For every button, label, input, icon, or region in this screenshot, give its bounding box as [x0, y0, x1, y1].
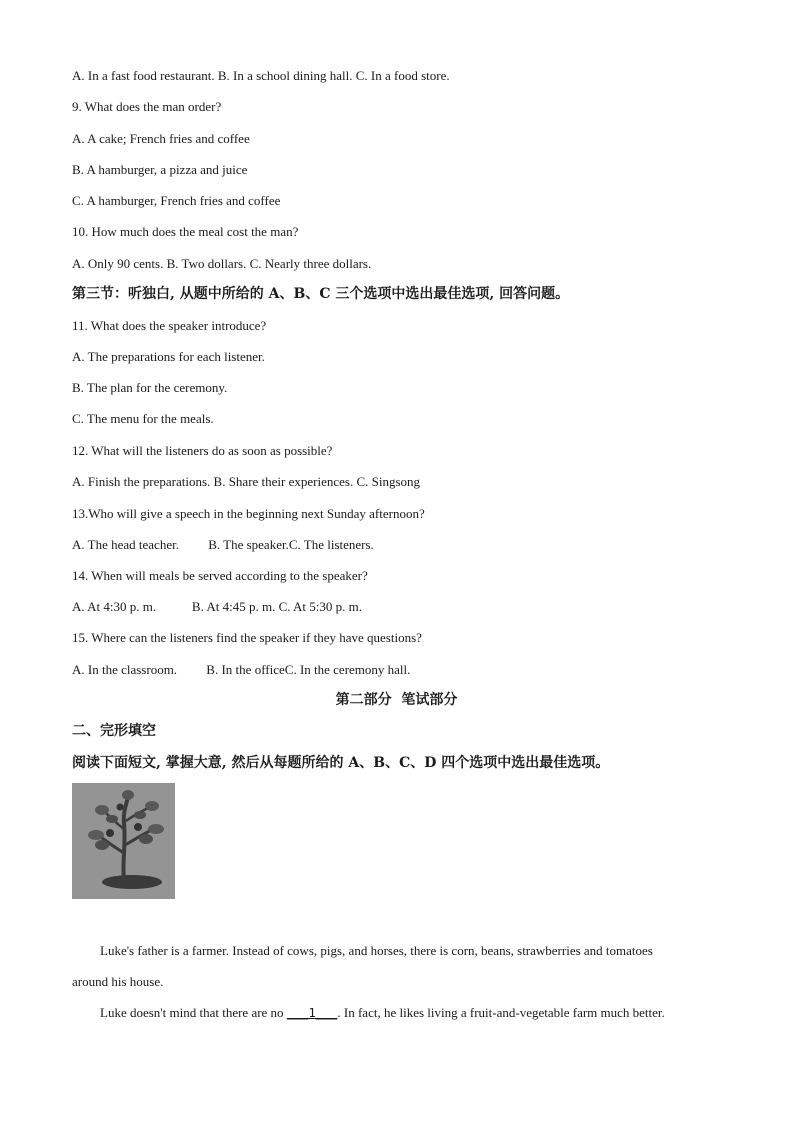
question-15: 15. Where can the listeners find the speaker if they have questions? [72, 630, 422, 645]
tomato-plant-image [72, 783, 175, 899]
cloze-blank-1: ___1___ [286, 1006, 338, 1020]
q15-options: A. In the classroom. B. In the officeC. In the ceremony hall. [72, 662, 411, 677]
q10-options: A. Only 90 cents. B. Two dollars. C. Nearly three dollars. [72, 256, 372, 271]
passage-line-1: Luke's father is a farmer. Instead of cows, pigs, and horses, there is corn, beans, strawberries and tomatoes [100, 943, 653, 958]
cloze-heading: 二、完形填空 [72, 723, 156, 739]
line-q8-options: A. In a fast food restaurant. B. In a school dining hall. C. In a food store. [72, 68, 450, 83]
q11-option-b: B. The plan for the ceremony. [72, 380, 228, 395]
question-13: 13.Who will give a speech in the beginning next Sunday afternoon? [72, 506, 425, 521]
q9-option-b: B. A hamburger, a pizza and juice [72, 162, 248, 177]
part-2-title: 第二部分 笔试部分 [335, 692, 458, 708]
q9-option-c: C. A hamburger, French fries and coffee [72, 193, 281, 208]
passage-text-before-blank: Luke doesn't mind that there are no [100, 1005, 287, 1020]
passage-line-2: around his house. [72, 974, 164, 989]
cloze-instructions: 阅读下面短文, 掌握大意, 然后从每题所给的 A、B、C、D 四个选项中选出最佳选项。 [72, 755, 610, 771]
section-3-heading: 第三节：听独白, 从题中所给的 A、B、C 三个选项中选出最佳选项, 回答问题。 [72, 286, 570, 302]
question-9: 9. What does the man order? [72, 99, 222, 114]
q13-options: A. The head teacher. B. The speaker.C. The listeners. [72, 537, 374, 552]
question-14: 14. When will meals be served according to the speaker? [72, 568, 368, 583]
passage-text-after-blank: . In fact, he likes living a fruit-and-vegetable farm much better. [337, 1005, 665, 1020]
passage-line-3 [100, 1005, 665, 1021]
question-10: 10. How much does the meal cost the man? [72, 224, 299, 239]
q9-option-a: A. A cake; French fries and coffee [72, 131, 250, 146]
q11-option-a: A. The preparations for each listener. [72, 349, 265, 364]
q11-option-c: C. The menu for the meals. [72, 411, 214, 426]
question-11: 11. What does the speaker introduce? [72, 318, 267, 333]
tomato-plant-icon [72, 783, 175, 899]
q12-options: A. Finish the preparations. B. Share their experiences. C. Singsong [72, 474, 421, 489]
question-12: 12. What will the listeners do as soon as possible? [72, 443, 333, 458]
q14-options: A. At 4:30 p. m. B. At 4:45 p. m. C. At 5:30 p. m. [72, 599, 362, 614]
